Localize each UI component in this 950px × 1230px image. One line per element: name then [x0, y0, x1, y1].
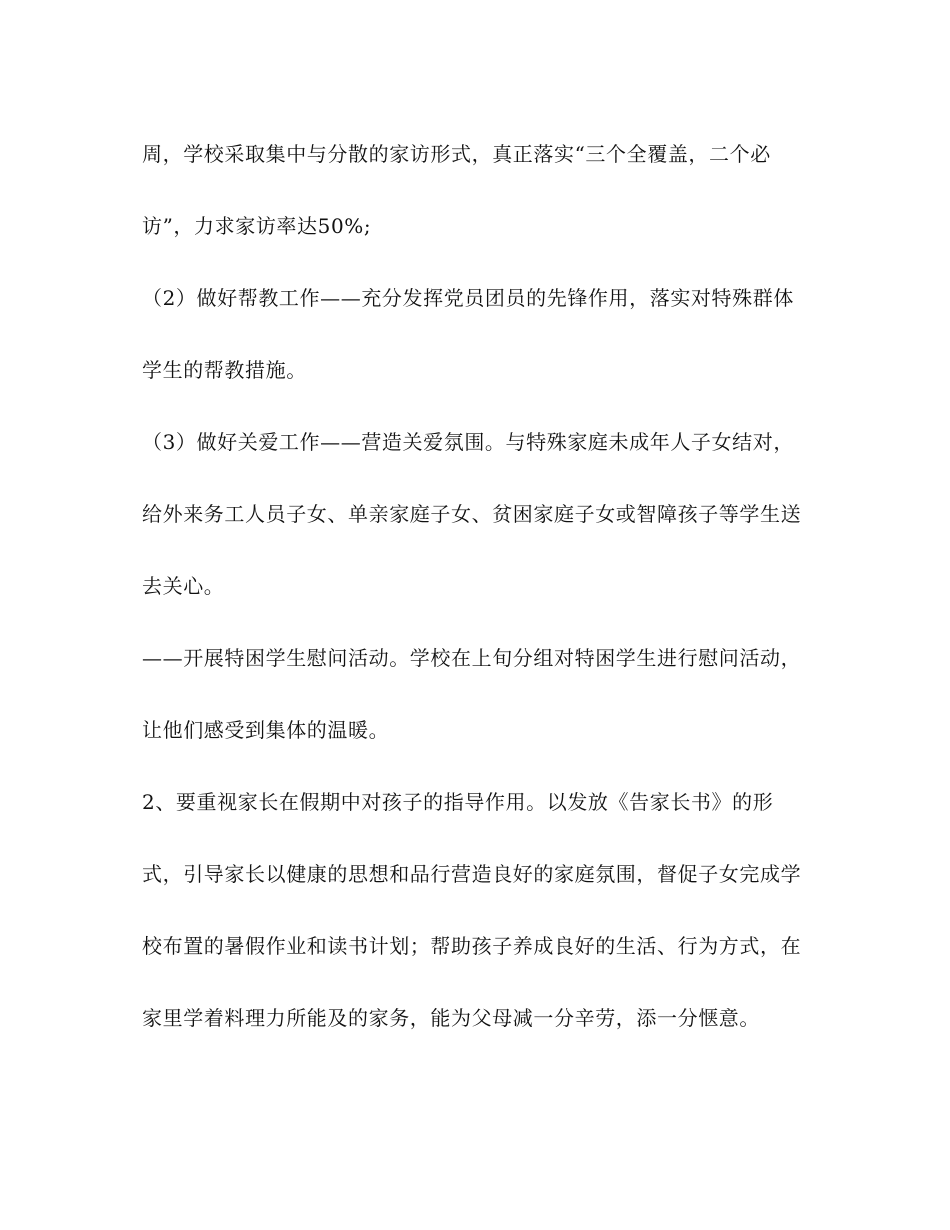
- document-body: [142, 118, 807, 1054]
- paragraph-assistance-work: （2）做好帮教工作——充分发挥党员团员的先锋作用，落实对特殊群体学生的帮教措施。: [142, 286, 794, 382]
- paragraph-care-work: （3）做好关爱工作——营造关爱氛围。与特殊家庭未成年人子女结对，给外来务工人员子女、单亲家庭子女、贫困家庭子女或智障孩子等学生送去关心。: [142, 430, 802, 598]
- paragraph-parent-guidance: 2、要重视家长在假期中对孩子的指导作用。以发放《告家长书》的形式，引导家长以健康的思想和品行营造良好的家庭氛围，督促子女完成学校布置的暑假作业和读书计划；帮助孩子养成良好的生活、行为方式，在家里学着料理力所能及的家务，能为父母减一分辛劳，添一分惬意。: [142, 790, 802, 1030]
- paragraph-student-visit: ——开展特困学生慰问活动。学校在上旬分组对特困学生进行慰问活动，让他们感受到集体的温暖。: [142, 646, 802, 742]
- paragraph-home-visit: 周，学校采取集中与分散的家访形式，真正落实“三个全覆盖，二个必访”，力求家访率达50%;: [142, 142, 771, 238]
